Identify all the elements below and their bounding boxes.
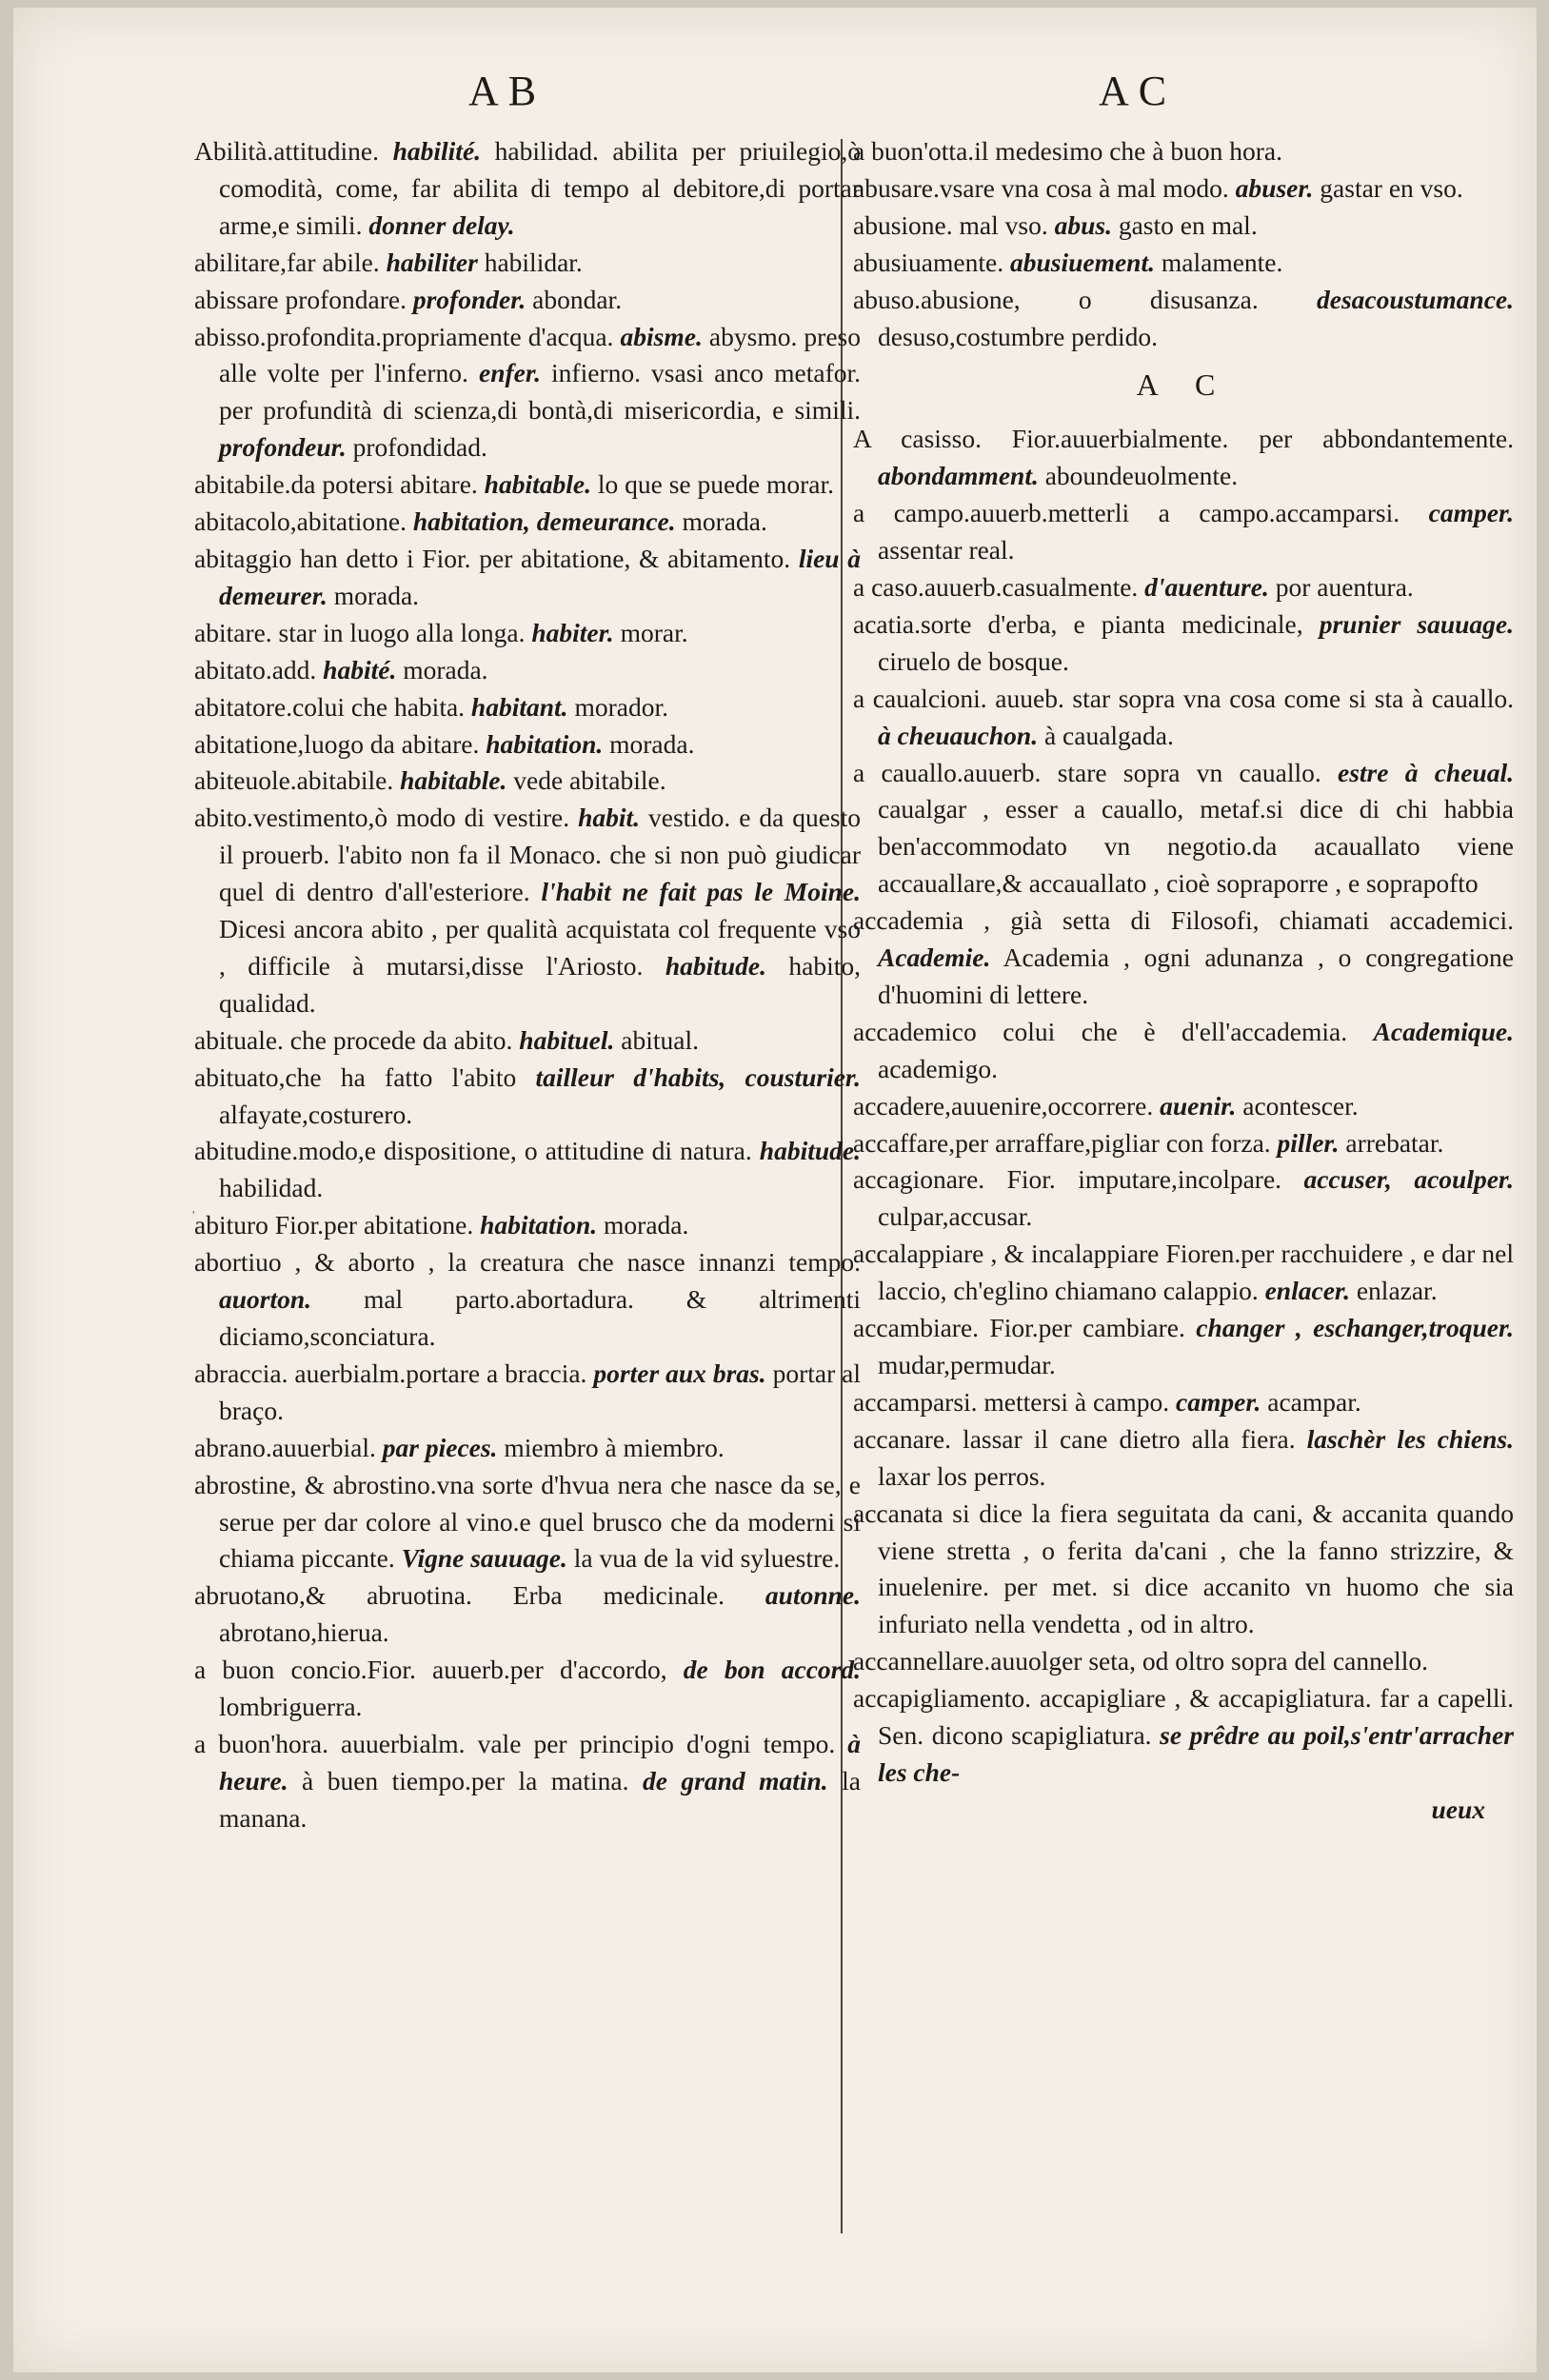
- entry-french: se prêdre au poil,s'entr'arracher les che-: [878, 1720, 1515, 1787]
- entry-french: habitude.: [665, 950, 767, 981]
- entry-headword: abitabile.da potersi abitare.: [194, 469, 478, 500]
- entry-french: camper.: [1176, 1386, 1261, 1417]
- dictionary-entry: [853, 606, 1514, 681]
- dictionary-entry: [853, 681, 1514, 755]
- entry-french: abisme.: [620, 321, 703, 351]
- entry-headword: abituro Fior.per abitatione.: [194, 1210, 474, 1240]
- entry-headword: accagionare. Fior. imputare,incolpare.: [853, 1164, 1282, 1195]
- entry-headword: abusiuamente.: [853, 247, 1004, 277]
- entry-headword: abiteuole.abitabile.: [194, 765, 394, 796]
- dictionary-entry: [853, 1161, 1514, 1236]
- entry-headword: abituato,che ha fatto l'abito: [194, 1061, 517, 1092]
- entry-gloss: gasto en mal.: [1118, 209, 1258, 240]
- entry-headword: abortiuo , & aborto , la creatura che nasce innanzi tempo.: [194, 1247, 861, 1278]
- dictionary-entry: [194, 1133, 861, 1207]
- entry-gloss: mudar,permudar.: [878, 1350, 1056, 1379]
- dictionary-entry: [853, 1643, 1514, 1680]
- catchword: ueux: [1431, 1794, 1485, 1824]
- entry-headword: a buon'otta.il medesimo che à buon hora.: [853, 136, 1282, 166]
- left-column: [194, 133, 861, 1837]
- entry-gloss: arrebatar.: [1345, 1127, 1444, 1158]
- entry-gloss: vestido. e da questo il prouerb. l'abito non fa il Monaco. che si non può giudicar quel di dentro d'all'esteriore.: [219, 803, 862, 907]
- dictionary-entry: [853, 245, 1514, 282]
- section-title: A C: [1136, 367, 1231, 403]
- entry-gloss: assentar real.: [878, 535, 1015, 565]
- entry-french: habiter.: [531, 617, 614, 647]
- entry-french: de bon accord.: [683, 1655, 862, 1685]
- entry-headword: a buon'hora. auuerbialm. vale per principio d'ogni tempo.: [194, 1728, 836, 1758]
- right-column-entries: [853, 421, 1514, 1792]
- entry-headword: a campo.auuerb.metterli a campo.accamparsi.: [853, 498, 1400, 528]
- entry-headword: abitaggio han detto i Fior. per abitatione, & abitamento.: [194, 543, 791, 573]
- dictionary-entry: [194, 319, 861, 467]
- entry-french: d'auenture.: [1144, 571, 1269, 602]
- entry-french: habit.: [578, 803, 641, 833]
- entry-headword: abilitare,far abile.: [194, 247, 380, 277]
- entry-french: Vigne sauuage.: [401, 1543, 567, 1574]
- dictionary-entry: [853, 133, 1514, 170]
- entry-gloss: laxar los perros.: [878, 1460, 1046, 1491]
- entry-headword: abraccia. auerbialm.portare a braccia.: [194, 1358, 587, 1388]
- entry-headword: a caso.auuerb.casualmente.: [853, 571, 1139, 602]
- dictionary-entry: [853, 170, 1514, 208]
- entry-gloss: enlazar.: [1356, 1276, 1438, 1306]
- dictionary-entry: [194, 726, 861, 764]
- dictionary-entry: [194, 1060, 861, 1134]
- entry-gloss: vede abitabile.: [513, 765, 666, 796]
- dictionary-entry: [194, 541, 861, 615]
- entry-gloss: por auentura.: [1275, 571, 1414, 602]
- entry-french: habilité.: [392, 136, 482, 166]
- entry-french: abusiuement.: [1009, 247, 1155, 277]
- entry-french: habitation, demeurance.: [412, 506, 676, 537]
- entry-gloss: la manana.: [219, 1765, 862, 1833]
- dictionary-entry: [194, 1244, 861, 1356]
- dictionary-entry: [853, 1421, 1514, 1496]
- dictionary-entry: [194, 1356, 861, 1430]
- entry-gloss: infierno. vsasi anco metafor. per profundità di scienza,di bontà,di misericordia, e simili.: [219, 358, 861, 426]
- entry-gloss: morador.: [574, 691, 668, 722]
- entry-french: de grand matin.: [642, 1765, 828, 1795]
- entry-headword: abisso.profondita.propriamente d'acqua.: [194, 321, 614, 351]
- entry-gloss: abysmo. preso alle volte per l'inferno.: [219, 321, 861, 388]
- entry-gloss: portar al braço.: [219, 1358, 862, 1425]
- entry-gloss: morada.: [333, 580, 420, 610]
- entry-headword: abituale. che procede da abito.: [194, 1024, 513, 1055]
- entry-gloss: acampar.: [1267, 1386, 1361, 1417]
- dictionary-entry: [853, 1088, 1514, 1125]
- right-column: [853, 133, 1514, 1829]
- right-column-top-entries: [853, 133, 1514, 355]
- entry-gloss: Academia , ogni adunanza , o congregatione d'huomini di lettere.: [878, 942, 1514, 1009]
- dictionary-entry: [194, 504, 861, 541]
- entry-headword: accamparsi. mettersi à campo.: [853, 1386, 1170, 1417]
- entry-gloss: la vua de la vid syluestre.: [573, 1543, 841, 1574]
- entry-headword: abruotano,& abruotina. Erba medicinale.: [194, 1580, 725, 1611]
- dictionary-entry: [853, 1384, 1514, 1421]
- entry-gloss: ciruelo de bosque.: [878, 645, 1069, 676]
- entry-headword: a caualcioni. auueb. star sopra vna cosa come si sta à cauallo.: [853, 683, 1514, 713]
- entry-gloss: acontescer.: [1242, 1090, 1359, 1121]
- left-column-header: AB: [468, 68, 546, 114]
- entry-gloss: morada.: [604, 1210, 689, 1240]
- entry-gloss: habito, qualidad.: [219, 950, 862, 1018]
- entry-headword: acatia.sorte d'erba, e pianta medicinale,: [853, 608, 1303, 639]
- entry-gloss: habilidar.: [484, 247, 583, 277]
- dictionary-entry: [853, 495, 1514, 569]
- dictionary-entry: [194, 1430, 861, 1467]
- entry-gloss: aboundeuolmente.: [1044, 461, 1239, 491]
- dictionary-entry: [194, 1467, 861, 1578]
- dictionary-entry: [853, 1014, 1514, 1088]
- dictionary-entry: [194, 245, 861, 282]
- entry-french: habiliter: [386, 247, 478, 277]
- entry-headword: abissare profondare.: [194, 284, 407, 314]
- entry-french: laschèr les chiens.: [1306, 1423, 1515, 1454]
- entry-french: habité.: [323, 654, 397, 684]
- entry-headword: A casisso. Fior.auuerbialmente. per abbondantemente.: [853, 424, 1514, 454]
- dictionary-entry: [194, 1726, 861, 1837]
- entry-french: autonne.: [765, 1580, 862, 1611]
- dictionary-entry: [194, 800, 861, 1021]
- entry-headword: a buon concio.Fior. auuerb.per d'accordo,: [194, 1655, 667, 1685]
- entry-french: prunier sauuage.: [1319, 608, 1515, 639]
- entry-gloss: culpar,accusar.: [878, 1201, 1033, 1232]
- entry-gloss: alfayate,costurero.: [219, 1099, 413, 1129]
- dictionary-entry: [194, 1207, 861, 1244]
- entry-gloss: à buen tiempo.per la matina.: [302, 1765, 629, 1795]
- entry-headword: abitare. star in luogo alla longa.: [194, 617, 526, 647]
- entry-gloss: morada.: [403, 654, 488, 684]
- entry-gloss: lo que se puede morar.: [597, 469, 835, 500]
- entry-headword: abitudine.modo,e dispositione, o attitudine di natura.: [194, 1136, 752, 1166]
- entry-gloss: morar.: [620, 617, 688, 647]
- entry-french: par pieces.: [382, 1432, 498, 1462]
- dictionary-entry: [194, 466, 861, 504]
- entry-headword: accademico colui che è d'ell'accademia.: [853, 1016, 1348, 1046]
- entry-headword: accalappiare , & incalappiare Fioren.per racchuidere , e dar nel laccio, ch'eglino chiamano calappio.: [853, 1239, 1514, 1306]
- dictionary-entry: [194, 1652, 861, 1726]
- entry-french: accuser, acoulper.: [1303, 1164, 1514, 1195]
- entry-headword: accambiare. Fior.per cambiare.: [853, 1313, 1185, 1343]
- entry-french: enfer.: [479, 358, 541, 388]
- entry-gloss: abrotano,hierua.: [219, 1617, 389, 1648]
- entry-french: habitant.: [470, 691, 568, 722]
- entry-french: auorton.: [219, 1284, 312, 1315]
- entry-french: enlacer.: [1264, 1276, 1350, 1306]
- entry-french: habitable.: [400, 765, 507, 796]
- entry-french: piller.: [1277, 1127, 1340, 1158]
- entry-headword: accaffare,per arraffare,pigliar con forza.: [853, 1127, 1271, 1158]
- entry-headword: abito.vestimento,ò modo di vestire.: [194, 803, 570, 833]
- entry-gloss: morada.: [682, 506, 767, 537]
- entry-headword: Abilità.attitudine.: [194, 136, 379, 166]
- entry-headword: abitatore.colui che habita.: [194, 691, 466, 722]
- dictionary-entry: [194, 615, 861, 652]
- entry-gloss: morada.: [609, 728, 695, 759]
- entry-headword: a cauallo.auuerb. stare sopra vn cauallo.: [853, 757, 1321, 787]
- dictionary-entry: [853, 208, 1514, 245]
- entry-french: porter aux bras.: [593, 1358, 766, 1388]
- entry-headword: accannellare.auuolger seta, od oltro sopra del cannello.: [853, 1646, 1428, 1676]
- entry-gloss: malamente.: [1161, 247, 1283, 277]
- entry-headword: abitacolo,abitatione.: [194, 506, 407, 537]
- entry-french: l'habit ne fait pas le Moine.: [541, 877, 862, 907]
- dictionary-entry: [194, 1577, 861, 1652]
- entry-gloss: caualgar , esser a cauallo, metaf.si dice di chi habbia ben'accommodato vn negotio.da acauallato viene accauallare,& accauallato , cioè sopraporre , e soprapofto: [878, 794, 1514, 899]
- entry-french: habitation.: [486, 728, 604, 759]
- dictionary-entry: [853, 902, 1514, 1014]
- entry-headword: abusare.vsare vna cosa à mal modo.: [853, 172, 1229, 203]
- entry-french: à cheuauchon.: [878, 720, 1039, 750]
- dictionary-entry: [194, 1022, 861, 1060]
- margin-mark: ': [192, 1209, 195, 1223]
- dictionary-entry: [194, 133, 861, 245]
- dictionary-entry: [194, 763, 861, 800]
- entry-french: abondamment.: [878, 461, 1039, 491]
- entry-french: desacoustumance.: [1317, 284, 1515, 314]
- entry-french: lieu à demeurer.: [219, 543, 862, 610]
- entry-french: donner delay.: [368, 209, 515, 240]
- dictionary-entry: [853, 282, 1514, 356]
- entry-headword: abrano.auuerbial.: [194, 1432, 376, 1462]
- entry-gloss: à caualgada.: [1043, 720, 1174, 750]
- entry-french: Academie.: [878, 942, 991, 973]
- entry-gloss: academigo.: [878, 1053, 998, 1083]
- entry-french: habituel.: [519, 1024, 615, 1055]
- entry-gloss: lombriguerra.: [219, 1692, 363, 1722]
- entry-gloss: profondidad.: [352, 432, 487, 463]
- entry-headword: accanare. lassar il cane dietro alla fiera.: [853, 1423, 1296, 1454]
- dictionary-entry: [194, 689, 861, 726]
- dictionary-entry: [853, 1125, 1514, 1162]
- entry-french: habitation.: [480, 1210, 598, 1240]
- dictionary-entry: [853, 569, 1514, 606]
- dictionary-entry: [853, 1310, 1514, 1384]
- entry-french: tailleur d'habits, cousturier.: [535, 1061, 861, 1092]
- entry-french: auenir.: [1160, 1090, 1237, 1121]
- entry-french: changer , eschanger,troquer.: [1196, 1313, 1515, 1343]
- dictionary-entry: [853, 1680, 1514, 1792]
- entry-french: abus.: [1054, 209, 1112, 240]
- dictionary-entry: [194, 282, 861, 319]
- dictionary-entry: [194, 652, 861, 689]
- entry-french: abuser.: [1235, 172, 1314, 203]
- entry-gloss: desuso,costumbre perdido.: [878, 321, 1159, 351]
- dictionary-page: [13, 8, 1537, 2372]
- dictionary-entry: [853, 1236, 1514, 1310]
- entry-headword: abuso.abusione, o disusanza.: [853, 284, 1259, 314]
- entry-gloss: habilidad.: [219, 1173, 324, 1203]
- entry-headword: accapigliamento. accapigliare , & accapigliatura. far a capelli. Sen. dicono scapigliatura.: [853, 1683, 1514, 1751]
- right-column-header: AC: [1099, 68, 1177, 114]
- dictionary-entry: [853, 421, 1514, 495]
- entry-french: habitable.: [484, 469, 591, 500]
- entry-french: à heure.: [219, 1728, 861, 1795]
- entry-headword: accadere,auuenire,occorrere.: [853, 1090, 1154, 1121]
- entry-gloss: Dicesi ancora abito , per qualità acquistata col frequente vso , difficile à mutarsi,disse l'Ariosto.: [219, 914, 861, 981]
- entry-french: estre à cheual.: [1338, 757, 1514, 787]
- entry-headword: abitatione,luogo da abitare.: [194, 728, 480, 759]
- entry-gloss: gastar en vso.: [1320, 172, 1463, 203]
- entry-french: profondeur.: [219, 432, 347, 463]
- entry-headword: accanata si dice la fiera seguitata da cani, & accanita quando viene stretta , o ferita da'cani , che la fanno strizzire, & inuelenire. per met. si dice accanito vn huomo che sia infuriato nella vendetta , od in altro.: [853, 1497, 1514, 1639]
- entry-gloss: habilidad. abilita per priuilegio,ò comodità, come, far abilita di tempo al debitore,di portar arme,e simili.: [219, 136, 861, 240]
- entry-french: Academique.: [1373, 1016, 1514, 1046]
- dictionary-entry: [853, 755, 1514, 903]
- entry-gloss: abondar.: [532, 284, 623, 314]
- entry-headword: abitato.add.: [194, 654, 317, 684]
- entry-headword: accademia , già setta di Filosofi, chiamati accademici.: [853, 905, 1514, 936]
- entry-french: profonder.: [412, 284, 526, 314]
- entry-gloss: abitual.: [621, 1024, 699, 1055]
- dictionary-entry: [853, 1496, 1514, 1644]
- entry-gloss: mal parto.abortadura. & altrimenti diciamo,sconciatura.: [219, 1284, 861, 1351]
- entry-headword: abrostine, & abrostino.vna sorte d'hvua nera che nasce da se, e serue per dar colore al vino.e quel brusco che da moderni si chiama piccante.: [194, 1469, 861, 1574]
- entry-french: camper.: [1428, 498, 1515, 528]
- entry-french: habitude.: [759, 1136, 861, 1166]
- entry-gloss: miembro à miembro.: [504, 1432, 725, 1462]
- entry-headword: abusione. mal vso.: [853, 209, 1048, 240]
